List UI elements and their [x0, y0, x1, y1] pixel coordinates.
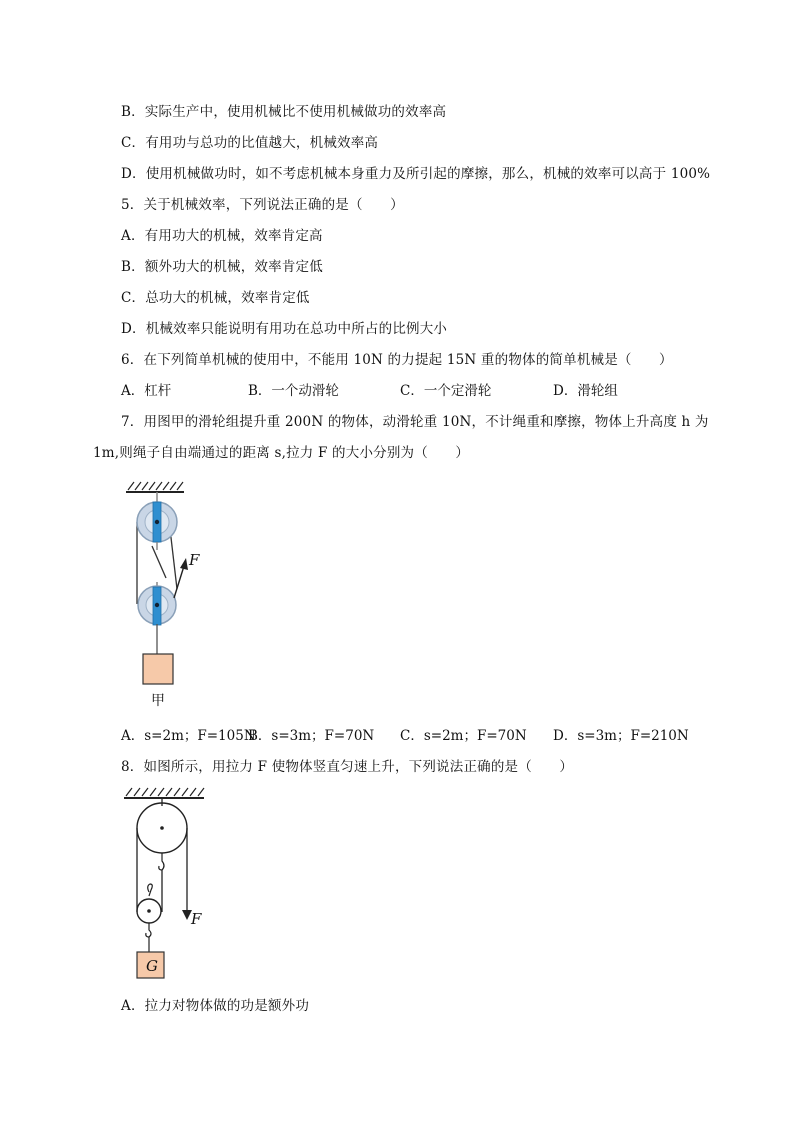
question-5: 5．关于机械效率，下列说法正确的是（ ） — [121, 197, 404, 213]
q6-option-a: A．杠杆 — [121, 383, 172, 399]
q5-option-b: B．额外功大的机械，效率肯定低 — [121, 259, 323, 275]
pulley-figure-2 — [118, 784, 218, 984]
q5-option-c: C．总功大的机械，效率肯定低 — [121, 290, 310, 306]
question-6: 6．在下列简单机械的使用中，不能用 10N 的力提起 15N 重的物体的简单机械是（ ） — [121, 352, 673, 368]
load-block — [143, 654, 173, 684]
q7-option-c: C．s=2m；F=70N — [400, 728, 527, 744]
force-label-f: F — [189, 551, 200, 569]
question-7-line-1: 7．用图甲的滑轮组提升重 200N 的物体，动滑轮重 10N，不计绳重和摩擦，物体上升高度 h 为 — [121, 414, 709, 430]
q7-option-d: D．s=3m；F=210N — [553, 728, 689, 744]
force-label-f-2: F — [191, 910, 202, 928]
q4-option-b: B．实际生产中，使用机械比不使用机械做功的效率高 — [121, 104, 447, 120]
question-8: 8．如图所示，用拉力 F 使物体竖直匀速上升，下列说法正确的是（ ） — [121, 759, 574, 775]
q4-option-d: D．使用机械做功时，如不考虑机械本身重力及所引起的摩擦，那么，机械的效率可以高于 100% — [121, 166, 711, 182]
q6-option-b: B．一个动滑轮 — [248, 383, 339, 399]
q7-option-a: A．s=2m；F=105N — [121, 728, 256, 744]
figure-caption-jia: 甲 — [151, 693, 165, 709]
q8-option-a: A．拉力对物体做的功是额外功 — [121, 998, 310, 1014]
block-label-g: G — [146, 957, 158, 975]
question-7-line-2: 1m,则绳子自由端通过的距离 s,拉力 F 的大小分别为（ ） — [93, 445, 470, 461]
q6-option-d: D．滑轮组 — [553, 383, 618, 399]
q4-option-c: C．有用功与总功的比值越大，机械效率高 — [121, 135, 379, 151]
pulley-figure-jia — [110, 474, 230, 714]
q5-option-a: A．有用功大的机械，效率肯定高 — [121, 228, 323, 244]
q6-option-c: C．一个定滑轮 — [400, 383, 492, 399]
q7-option-b: B．s=3m；F=70N — [248, 728, 375, 744]
q5-option-d: D．机械效率只能说明有用功在总功中所占的比例大小 — [121, 321, 448, 337]
force-arrow-icon — [180, 558, 188, 570]
